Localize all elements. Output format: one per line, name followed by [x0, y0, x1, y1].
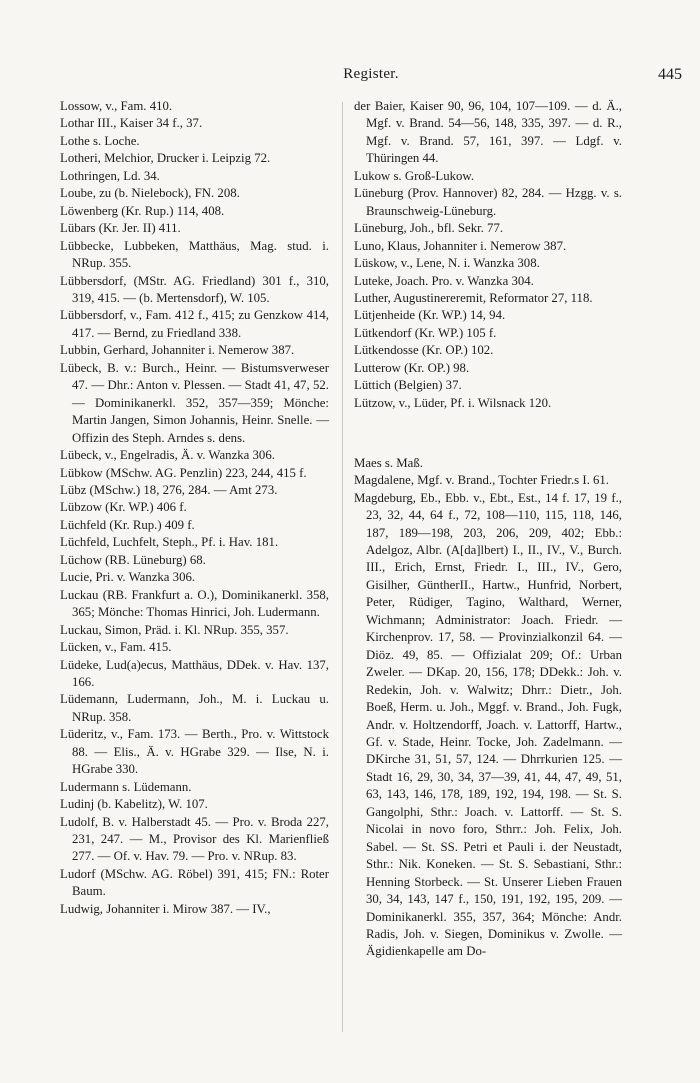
index-entry: Lützow, v., Lüder, Pf. i. Wilsnack 120.: [354, 395, 552, 410]
index-entry: Lübbersdorf, v., Fam. 412 f., 415; zu Genzkow 414, 417. — Bernd, zu Friedland 338.: [60, 308, 329, 340]
section-gap: [354, 425, 622, 442]
index-entry: Lucie, Pri. v. Wanzka 306.: [60, 570, 196, 585]
index-entry: Lüttich (Belgien) 37.: [354, 378, 462, 393]
index-entry: Lübeck, B. v.: Burch., Heinr. — Bistumsverweser 47. — Dhr.: Anton v. Plessen. — Stadt 41, 47, 52. — Dominikanerkl. 352, 357—359; Mönche: Martin Jangen, Simon Johannis, Heinr. Snelle. — Offizin des Steph. Arndes s. dens.: [60, 360, 329, 445]
index-entry: Löwenberg (Kr. Rup.) 114, 408.: [60, 203, 225, 218]
index-entry: Lücken, v., Fam. 415.: [60, 640, 172, 655]
index-entry: Luckau, Simon, Präd. i. Kl. NRup. 355, 357.: [60, 622, 289, 637]
index-entry: Ludinj (b. Kabelitz), W. 107.: [60, 797, 208, 812]
index-entry: Ludermann s. Lüdemann.: [60, 779, 192, 794]
index-entry: Lüskow, v., Lene, N. i. Wanzka 308.: [354, 256, 540, 271]
right-column: [354, 98, 622, 961]
index-entry: Luteke, Joach. Pro. v. Wanzka 304.: [354, 273, 534, 288]
index-entry: Maes s. Maß.: [354, 455, 423, 470]
index-entry: Magdalene, Mgf. v. Brand., Tochter Friedr.s I. 61.: [354, 473, 609, 488]
index-entry: Lübkow (MSchw. AG. Penzlin) 223, 244, 415 f.: [60, 465, 307, 480]
index-entry: Lüderitz, v., Fam. 173. — Berth., Pro. v. Wittstock 88. — Elis., Ä. v. HGrabe 329. — Ilse, N. i. HGrabe 330.: [60, 727, 329, 777]
index-entry: Luther, Augustinereremit, Reformator 27, 118.: [354, 290, 593, 305]
index-entry: Magdeburg, Eb., Ebb. v., Ebt., Est., 14 f. 17, 19 f., 23, 32, 44, 64 f., 72, 108—110, 115, 118, 146, 187, 189—198, 203, 206, 209, 402; Ebb.: Adelgoz, Albr. (A[da]lbert) I., II., IV., V., Burch. III., Erich, Ernst, Friedr. I., III., IV., Gero, Gisilher, GüntherII., Hartw., Hunfrid, Norbert, Peter, Rüdiger, Tagino, Walthard, Werner, Wichmann; Administrator: Joach. Friedr. — Kirchenprov. 17, 58. — Provinzialkonzil 64. — Diöz. 49, 85. — Offizialat 209; Of.: Urban Zweler. — DKap. 20, 156, 178; DDekk.: Joh. v. Redekin, Joh. v. Walwitz; Dhrr.: Dietr., Joh. Boeß, Herm. u. Joh., Mggf. v. Brand., Joh. Fugk, Andr. v. Holtzendorff, Joach. v. Lattorff, Hartw., Gf. v. Stade, Heinr. Tocke, Joh. Zadelmann. — DKirche 31, 51, 57, 124. — Dhrrkurien 125. — Stadt 16, 29, 30, 34, 37—39, 41, 44, 47, 49, 51, 63, 143, 146, 178, 189, 192, 194, 198. — St. S. Gangolphi, Sthr.: Joach. v. Lattorff. — St. S. Nicolai in novo foro, Sthrr.: Joh. Felix, Joh. Sabel. — St. SS. Petri et Pauli i. der Neustadt, Sthr.: Nik. Koneken. — St. S. Sebastiani, Sthr.: Henning Storbeck. — St. Unserer Lieben Frauen 30, 34, 143, 147 f., 150, 191, 192, 195, 209. — Dominikanerkl. 355, 357, 364; Mönche: Andr. Radis, Joh. v. Siegen, Dominikus v. Zwolle. — Ägidienkapelle am Do-: [354, 490, 622, 959]
index-entry: Lütkendorf (Kr. WP.) 105 f.: [354, 325, 497, 340]
index-entry: Lubbin, Gerhard, Johanniter i. Nemerow 387.: [60, 343, 295, 358]
index-entry: Lüdeke, Lud(a)ecus, Matthäus, DDek. v. Hav. 137, 166.: [60, 657, 329, 689]
index-entry: Lossow, v., Fam. 410.: [60, 99, 173, 113]
index-entry: Ludolf, B. v. Halberstadt 45. — Pro. v. Broda 227, 231, 247. — M., Provisor des Kl. Marienfließ 277. — Of. v. Hav. 79. — Pro. v. NRup. 83.: [60, 814, 329, 864]
index-entry: Lübars (Kr. Jer. II) 411.: [60, 221, 181, 236]
page-title: Register.: [343, 66, 399, 82]
index-entry: Lübz (MSchw.) 18, 276, 284. — Amt 273.: [60, 482, 278, 497]
index-entry: Lüneburg (Prov. Hannover) 82, 284. — Hzgg. v. s. Braunschweig-Lüneburg.: [354, 186, 622, 218]
index-entry: Ludwig, Johanniter i. Mirow 387. — IV.,: [60, 901, 271, 916]
index-entry: Loube, zu (b. Nielebock), FN. 208.: [60, 186, 240, 201]
left-column: [60, 98, 329, 918]
index-entry: Lütjenheide (Kr. WP.) 14, 94.: [354, 308, 506, 323]
column-divider: [342, 102, 343, 1032]
index-entry: Lübbersdorf, (MStr. AG. Friedland) 301 f., 310, 319, 415. — (b. Mertensdorf), W. 105.: [60, 273, 329, 305]
index-entry: Luckau (RB. Frankfurt a. O.), Dominikanerkl. 358, 365; Mönche: Thomas Hinrici, Joh. Ludermann.: [60, 587, 329, 620]
index-entry: Lutterow (Kr. OP.) 98.: [354, 360, 470, 375]
index-entry: Lukow s. Groß-Lukow.: [354, 168, 475, 183]
running-head: [60, 66, 682, 86]
index-entry: der Baier, Kaiser 90, 96, 104, 107—109. — d. Ä., Mgf. v. Brand. 54—56, 148, 335, 397. — d. R., Mgf. v. Brand. 57, 161, 397. — Ldgf. v. Thüringen 44.: [354, 99, 622, 166]
page-number: 445: [658, 66, 682, 83]
index-entry: Lübeck, v., Engelradis, Ä. v. Wanzka 306.: [60, 448, 275, 463]
index-entry: Ludorf (MSchw. AG. Röbel) 391, 415; FN.: Roter Baum.: [60, 866, 329, 899]
index-entry: Lothar III., Kaiser 34 f., 37.: [60, 116, 203, 131]
index-entry: Lothringen, Ld. 34.: [60, 168, 160, 183]
index-entry: Lüchfeld (Kr. Rup.) 409 f.: [60, 517, 195, 532]
index-entry: Lotheri, Melchior, Drucker i. Leipzig 72.: [60, 151, 271, 166]
index-entry: Lüchfeld, Luchfelt, Steph., Pf. i. Hav. 181.: [60, 535, 279, 550]
index-entry: Lübzow (Kr. WP.) 406 f.: [60, 500, 187, 515]
index-entry: Lothe s. Loche.: [60, 133, 140, 148]
index-entry: Lüchow (RB. Lüneburg) 68.: [60, 552, 206, 567]
index-entry: Luno, Klaus, Johanniter i. Nemerow 387.: [354, 238, 567, 253]
index-entry: Lüdemann, Ludermann, Joh., M. i. Luckau u. NRup. 358.: [60, 692, 329, 724]
index-entry: Lütkendosse (Kr. OP.) 102.: [354, 343, 494, 358]
index-entry: Lübbecke, Lubbeken, Matthäus, Mag. stud. i. NRup. 355.: [60, 238, 329, 271]
index-entry: Lüneburg, Joh., bfl. Sekr. 77.: [354, 221, 504, 236]
